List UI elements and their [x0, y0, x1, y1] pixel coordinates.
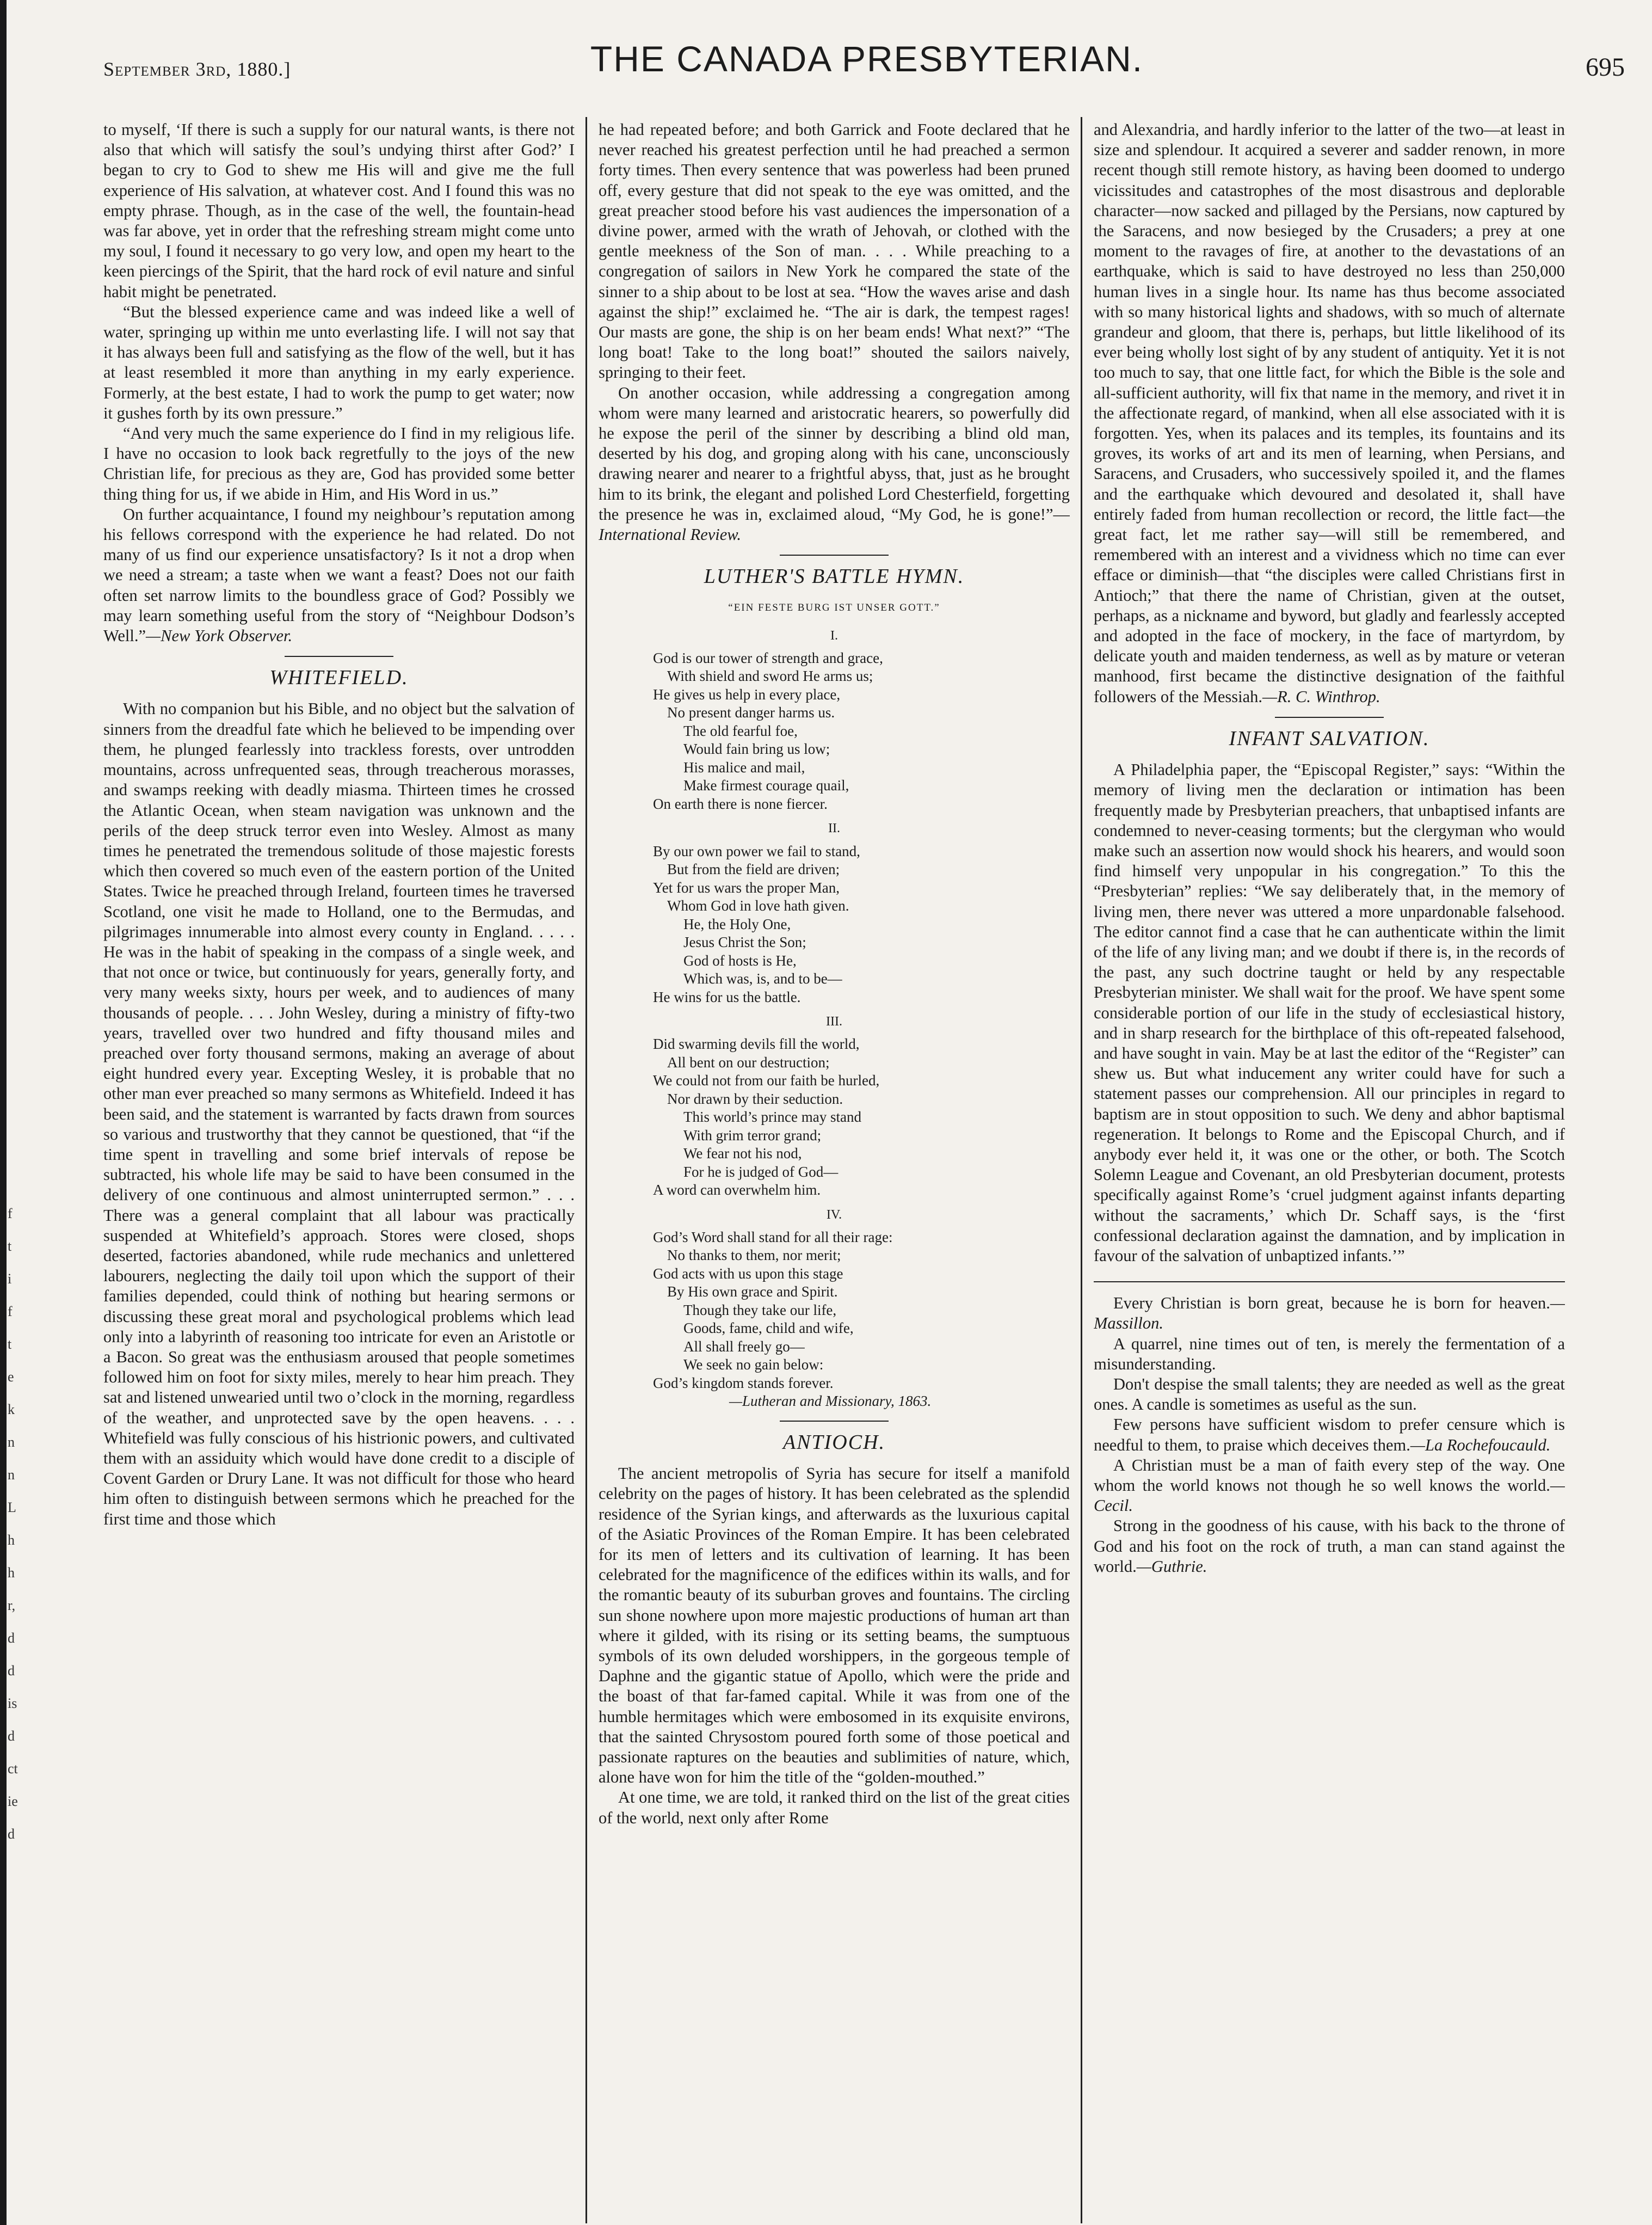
- masthead-title: THE CANADA PRESBYTERIAN.: [590, 39, 1144, 79]
- margin-fragment: ct: [8, 1761, 18, 1777]
- article-paragraph: [1094, 120, 1565, 707]
- section-rule: [1094, 1281, 1565, 1282]
- margin-fragment: d: [8, 1826, 15, 1842]
- margin-fragment: d: [8, 1728, 15, 1744]
- poem-line: We seek no gain below:: [683, 1356, 824, 1373]
- poem-line: His malice and mail,: [683, 759, 805, 776]
- margin-fragment: f: [8, 1206, 13, 1221]
- margin-fragment: h: [8, 1532, 15, 1548]
- hymn-stanza: [599, 1035, 1070, 1200]
- poem-line: We could not from our faith be hurled,: [653, 1072, 880, 1089]
- poem-line: By His own grace and Spirit.: [667, 1283, 838, 1300]
- margin-fragment: is: [8, 1695, 17, 1711]
- poem-line: By our own power we fail to stand,: [653, 843, 860, 859]
- margin-fragment: i: [8, 1271, 12, 1287]
- paragraph-text: and Alexandria, and hardly inferior to the latter of the two—at least in size and splendour. It acquired a severer and sadder renown, in more recent though still remote history, as having been doomed to undergo vicissitudes and catastrophes of the most disastrous and deplorable character—now sacked and pillaged by the Persians, now captured by the Saracens, and now besieged by the Crusaders; a prey at one moment to the ravages of fire, at another to the devastations of an earthquake, which is said to have destroyed no less than 250,000 human lives in a single hour. Its name has thus become associated with so many historical lights and shadows, with so much of alternate grandeur and gloom, that there is, perhaps, but little likelihood of its ever being wholly lost sight of by any student of antiquity. Yet it is not too much to say, that one little fact, for which the Bible is the sole and all-sufficient authority, will fix that name in the memory, and rivet it in the affectionate regard, of mankind, when all else associated with it is forgotten. Yes, when its palaces and its temples, its fountains and its groves, its works of art and its men of learning, when Persians, and Saracens, and Crusaders, who successively spoiled it, and the flames and the earthquake which devoured and desolated it, shall have entirely faded from human recollection or record, the little fact—the great fact, let me rather say—will still be remembered, and remembered with an interest and a vividness which no time can ever efface or diminish—that “the disciples were called Christians first in Antioch;” that there the name of Christian, given at the outset, perhaps, as a nickname and byword, but gladly and fearlessly accepted and adopted in the face of mockery, in the face of martyrdom, by delicate youth and maiden tenderness, as well as by mature or veteran manhood, first became the distinctive designation of the faithful followers of the Messiah.: [1094, 120, 1565, 706]
- article-paragraph: [599, 383, 1070, 545]
- source-attribution: —R. C. Winthrop.: [1262, 687, 1380, 706]
- article-paragraph: The ancient metropolis of Syria has secure for itself a manifold celebrity on the pages of history. It has been celebrated as the splendid residence of the Syrian kings, and afterwards as the luxurious capital of the Asiatic Provinces of the Roman Empire. It has been celebrated for its men of letters and its cultivation of learning. It has been celebrated for the magnificence of the edifices within its walls, and for the romantic beauty of its suburban groves and fountains. The circling sun shone nowhere upon more majestic productions of human art than where it gilded, with its rising or its setting beams, the sumptuous symbols of its own deluded worshippers, in the gorgeous temple of Daphne and the gigantic statue of Apollo, which were the pride and the boast of that far-famed capital. While it was from one of the humble hermitages which were embosomed in its exquisite environs, that the sainted Chrysostom poured forth some of those poetical and passionate raptures on the beauties and sublimities of nature, which, alone have won for him the title of the “golden-mouthed.”: [599, 1464, 1070, 1787]
- column-rule-1: [585, 117, 587, 2223]
- margin-fragment: d: [8, 1630, 15, 1646]
- maxim-text: Strong in the goodness of his cause, with his back to the throne of God and his foot on the rock of truth, a man can stand against the world.: [1094, 1516, 1565, 1576]
- poem-line: But from the field are driven;: [667, 861, 840, 878]
- article-paragraph: With no companion but his Bible, and no object but the salvation of sinners from the dreadful fate which he believed to be impending over them, he plunged fearlessly into trackless forests, over untrodden mountains, across unfrequented seas, through treacherous morasses, and swamps reeking with deadly miasma. Thirteen times he crossed the Atlantic Ocean, when steam navigation was unknown and the perils of the deep struck terror even into Wesley. Almost as many times he penetrated the tremendous solitude of those majestic forests which then covered so much even of the eastern portion of the United States. Twice he preached through Ireland, fourteen times he traversed Scotland, one visit he made to Holland, one to the Bermudas, and pilgrimages innumerable into almost every county in England. . . . . He was in the habit of speaking in the compass of a single week, and that not once or twice, but continuously for years, generally forty, and very many weeks sixty, hours per week, and to audiences of many thousands of people. . . . John Wesley, during a ministry of fifty-two years, travelled over two hundred and fifty thousand miles and preached over forty thousand sermons, making an average of about eight hundred every year. Excepting Wesley, it is probable that no other man ever preached so many sermons as Whitefield. Indeed it has been said, and the statement is warranted by facts drawn from sources so various and trustworthy that they cannot be questioned, that “if the time spent in travelling and some brief intervals of repose be subtracted, his whole life may be said to have been consumed in the delivery of one continuous and almost uninterrupted sermon.” . . . There was a general complaint that all labour was practically suspended at Whitefield’s approach. Stores were closed, shops deserted, factories abandoned, while rude mechanics and unlettered labourers, neglecting the daily toil upon which the support of their families depended, could think of nothing but hearing sermons or discussing these great moral and psychological problems which lead only into a labyrinth of reasoning too intricate for even an Aristotle or a Bacon. So great was the enthusiasm aroused that people sometimes followed him on foot for sixty miles, merely to hear him preach. They sat and listened unwearied until two o’clock in the morning, regardless of the weather, and unprotected save by the open heavens. . . . Whitefield was fully conscious of his histrionic powers, and cultivated them with an assiduity which would have done credit to a disciple of Covent Garden or Drury Lane. It was not difficult for those who heard him often to distinguish between sermons which he preached for the first time and those which: [103, 699, 575, 1528]
- poem-line: God’s kingdom stands forever.: [653, 1374, 834, 1391]
- poem-line: All bent on our destruction;: [667, 1054, 830, 1071]
- poem-line: God’s Word shall stand for all their rage:: [653, 1228, 893, 1245]
- poem-line: No present danger harms us.: [667, 704, 835, 721]
- stanza-number: II.: [828, 821, 840, 836]
- poem-line: Goods, fame, child and wife,: [683, 1320, 854, 1337]
- source-attribution: —Massillon.: [1094, 1294, 1565, 1333]
- margin-fragment: ie: [8, 1793, 18, 1809]
- maxim: Don't despise the small talents; they are needed as well as the great ones. A candle is sometimes as useful as the sun.: [1094, 1374, 1565, 1414]
- source-attribution: —New York Observer.: [146, 626, 293, 646]
- poem-line: This world’s prince may stand: [683, 1109, 861, 1126]
- maxim-text: A Christian must be a man of faith every step of the way. One whom the world knows not though he so well knows the world.: [1094, 1455, 1565, 1495]
- column-1: [103, 120, 575, 2221]
- page-edge-bar: [0, 0, 7, 2225]
- poem-line: God is our tower of strength and grace,: [653, 649, 883, 666]
- maxim: [1094, 1415, 1565, 1455]
- poem-line: For he is judged of God—: [683, 1163, 839, 1180]
- page-header: [87, 33, 1647, 93]
- poem-line: A word can overwhelm him.: [653, 1182, 821, 1198]
- column-rule-2: [1081, 117, 1082, 2223]
- hymn-subtitle: “EIN FESTE BURG IST UNSER GOTT.”: [728, 602, 940, 614]
- stanza-number: I.: [830, 628, 838, 643]
- hymn-stanza: [599, 1228, 1070, 1411]
- source-attribution: —Cecil.: [1094, 1476, 1565, 1515]
- maxim: [1094, 1516, 1565, 1577]
- poem-line: The old fearful foe,: [683, 722, 798, 739]
- article-paragraph: “And very much the same experience do I find in my religious life. I have no occasion to look back regretfully to the joys of the new Christian life, for precious as they are, God has provided some better thing thing for us, if we abide in Him, and His Word in us.”: [103, 424, 575, 503]
- stanza-number: III.: [826, 1015, 842, 1029]
- poem-line: Jesus Christ the Son;: [683, 934, 806, 951]
- poem-line: We fear not his nod,: [683, 1145, 802, 1162]
- section-rule: [780, 1421, 889, 1422]
- section-title-hymn: LUTHER'S BATTLE HYMN.: [704, 565, 965, 588]
- source-attribution: —La Rochefoucauld.: [1410, 1435, 1551, 1454]
- poem-line: Did swarming devils fill the world,: [653, 1036, 860, 1053]
- poem-line: He wins for us the battle.: [653, 988, 801, 1005]
- margin-fragment: t: [8, 1336, 12, 1352]
- column-2: [599, 120, 1070, 2221]
- margin-fragment: e: [8, 1369, 14, 1385]
- poem-line: No thanks to them, nor merit;: [667, 1247, 841, 1264]
- source-attribution: International Review.: [599, 525, 742, 544]
- margin-fragment: t: [8, 1238, 12, 1254]
- maxim-text: Few persons have sufficient wisdom to prefer censure which is needful to them, to praise which deceives them.: [1094, 1415, 1565, 1454]
- poem-line: On earth there is none fiercer.: [653, 795, 828, 812]
- poem-line: Yet for us wars the proper Man,: [653, 879, 840, 896]
- paragraph-text: On another occasion, while addressing a congregation among whom were many learned and aristocratic hearers, so powerfully did he expose the peril of the sinner by describing a blind old man, deserted by his dog, and groping along with his cane, unconsciously drawing nearer and nearer to a frightful abyss, that, just as he brought him to its brink, the elegant and polished Lord Chesterfield, forgetting the presence he was in, exclaimed aloud, “My God, he is gone!”—: [599, 383, 1070, 524]
- article-paragraph: he had repeated before; and both Garrick and Foote declared that he never reached his greatest perfection until he had preached a sermon forty times. Then every sentence that was powerless had been pruned off, every gesture that did not speak to the eye was omitted, and the great preacher stood before his vast audiences the impersonation of a divine power, armed with the wrath of Jehovah, or clothed with the gentle meekness of the Son of man. . . . While preaching to a congregation of sailors in New York he compared the state of the sinner to a ship about to be lost at sea. “How the waves arise and dash against the ship!” exclaimed he. “The air is dark, the tempest rages! Our masts are gone, the ship is on her beam ends! What next?” “The long boat! Take to the long boat!” shouted the sailors naively, springing to their feet.: [599, 120, 1070, 382]
- poem-line: Though they take our life,: [683, 1301, 837, 1318]
- poem-line: God of hosts is He,: [683, 952, 797, 969]
- margin-fragment: d: [8, 1663, 15, 1679]
- article-paragraph: [103, 505, 575, 646]
- poem-line: He gives us help in every place,: [653, 686, 841, 703]
- page-number: 695: [1586, 53, 1625, 82]
- article-paragraph: to myself, ‘If there is such a supply for our natural wants, is there not also that which will satisfy the soul’s undying thirst after God?’ I began to cry to God to shew me His will and give me the full experience of His salvation, at whatever cost. And I found this was no empty phrase. Though, as in the case of the well, the fountain-head was far above, yet in order that the refreshing stream might come unto my soul, I found it necessary to go very low, and open my heart to the keen piercings of the Spirit, that the hard rock of evil nature and sinful habit might be penetrated.: [103, 120, 575, 301]
- margin-fragment: f: [8, 1304, 13, 1319]
- left-margin-fragments: [8, 1197, 24, 1959]
- section-title-infant-salvation: INFANT SALVATION.: [1229, 727, 1430, 750]
- maxim: A quarrel, nine times out of ten, is merely the fermentation of a misunderstanding.: [1094, 1334, 1565, 1373]
- article-paragraph: A Philadelphia paper, the “Episcopal Register,” says: “Within the memory of living men the declaration or intimation has been frequently made by Presbyterian preachers, that unbaptised infants are condemned to never-ceasing torments; but the clergyman who would make such an assertion now would shock his hearers, and would soon find himself very unpopular in his congregation.” To this the “Presbyterian” replies: “We say deliberately that, in the memory of living men, there never was uttered a more unpardonable falsehood. The editor cannot find a case that he can authenticate within the limit of the life of any living man; and we doubt if there is, in the records of the past, any such doctrine taught or held by any respectable Presbyterian minister. We shall wait for the proof. We have spent some considerable portion of our life in the study of ecclesiastical history, and in sharp research for the birthplace of this oft-repeated falsehood, and have sought in vain. May be at last the editor of the “Register” can shew us. But what inducement any writer could have for such a statement passes our comprehension. All our principles in regard to baptism are in stout opposition to such. We deny and abhor baptismal regeneration. It belongs to Rome and the Episcopal Church, and if anybody ever held it, it was one or the other, or both. The Scotch Solemn League and Covenant, an old Presbyterian document, protests specifically against Rome’s ‘cruel judgment against infants departing without the sacraments,’ which Dr. Schaff says, is the ‘first confessional declaration against the damnation, and by implication in favour of the salvation of unbaptized infants.’”: [1094, 760, 1565, 1265]
- poem-line: He, the Holy One,: [683, 915, 791, 932]
- source-attribution: —Guthrie.: [1136, 1557, 1207, 1576]
- article-paragraph: At one time, we are told, it ranked third on the list of the great cities of the world, next only after Rome: [599, 1788, 1070, 1827]
- poem-line: Nor drawn by their seduction.: [667, 1090, 843, 1107]
- hymn-source: —Lutheran and Missionary, 1863.: [729, 1393, 932, 1410]
- poem-line: Whom God in love hath given.: [667, 898, 849, 914]
- maxim-text: Every Christian is born great, because he is born for heaven.: [1113, 1294, 1550, 1313]
- margin-fragment: k: [8, 1402, 15, 1417]
- margin-fragment: L: [8, 1499, 16, 1515]
- poem-line: Which was, is, and to be—: [683, 970, 842, 987]
- margin-fragment: n: [8, 1434, 15, 1450]
- margin-fragment: n: [8, 1467, 15, 1483]
- stanza-number: IV.: [826, 1207, 842, 1222]
- header-date: September 3rd, 1880.]: [103, 58, 291, 80]
- poem-line: With grim terror grand;: [683, 1127, 822, 1144]
- newspaper-page: [87, 22, 1647, 2215]
- column-3: [1094, 120, 1565, 2221]
- section-rule: [285, 656, 393, 657]
- paragraph-text: On further acquaintance, I found my neighbour’s reputation among his fellows correspond with the experience he had related. Do not many of us find our experience unsatisfactory? Is it not a drop when we need a stream; a taste when we want a feast? Does not our faith often set narrow limits to the boundless grace of God? Possibly we may learn something useful from the story of “Neighbour Dodson’s Well.”: [103, 505, 575, 646]
- poem-line: Would fain bring us low;: [683, 741, 830, 758]
- margin-fragment: r,: [8, 1597, 16, 1613]
- section-title-antioch: ANTIOCH.: [782, 1430, 886, 1454]
- maxim: [1094, 1293, 1565, 1333]
- poem-line: Make firmest courage quail,: [683, 777, 849, 794]
- margin-fragment: h: [8, 1565, 15, 1581]
- maxim: [1094, 1455, 1565, 1516]
- poem-line: With shield and sword He arms us;: [667, 668, 873, 685]
- section-rule: [1275, 717, 1384, 718]
- poem-line: God acts with us upon this stage: [653, 1265, 843, 1282]
- hymn-stanza: [599, 649, 1070, 814]
- section-rule: [780, 555, 889, 556]
- section-title-whitefield: WHITEFIELD.: [269, 666, 409, 690]
- hymn-stanza: [599, 843, 1070, 1007]
- article-paragraph: “But the blessed experience came and was indeed like a well of water, springing up within me unto everlasting life. I will not say that it has always been full and satisfying as the flow of the well, but it has at least resembled it more than anything in my early experience. Formerly, at the best estate, I had to work the pump to get water; now it gushes forth by its own pressure.”: [103, 302, 575, 422]
- poem-line: All shall freely go—: [683, 1338, 805, 1355]
